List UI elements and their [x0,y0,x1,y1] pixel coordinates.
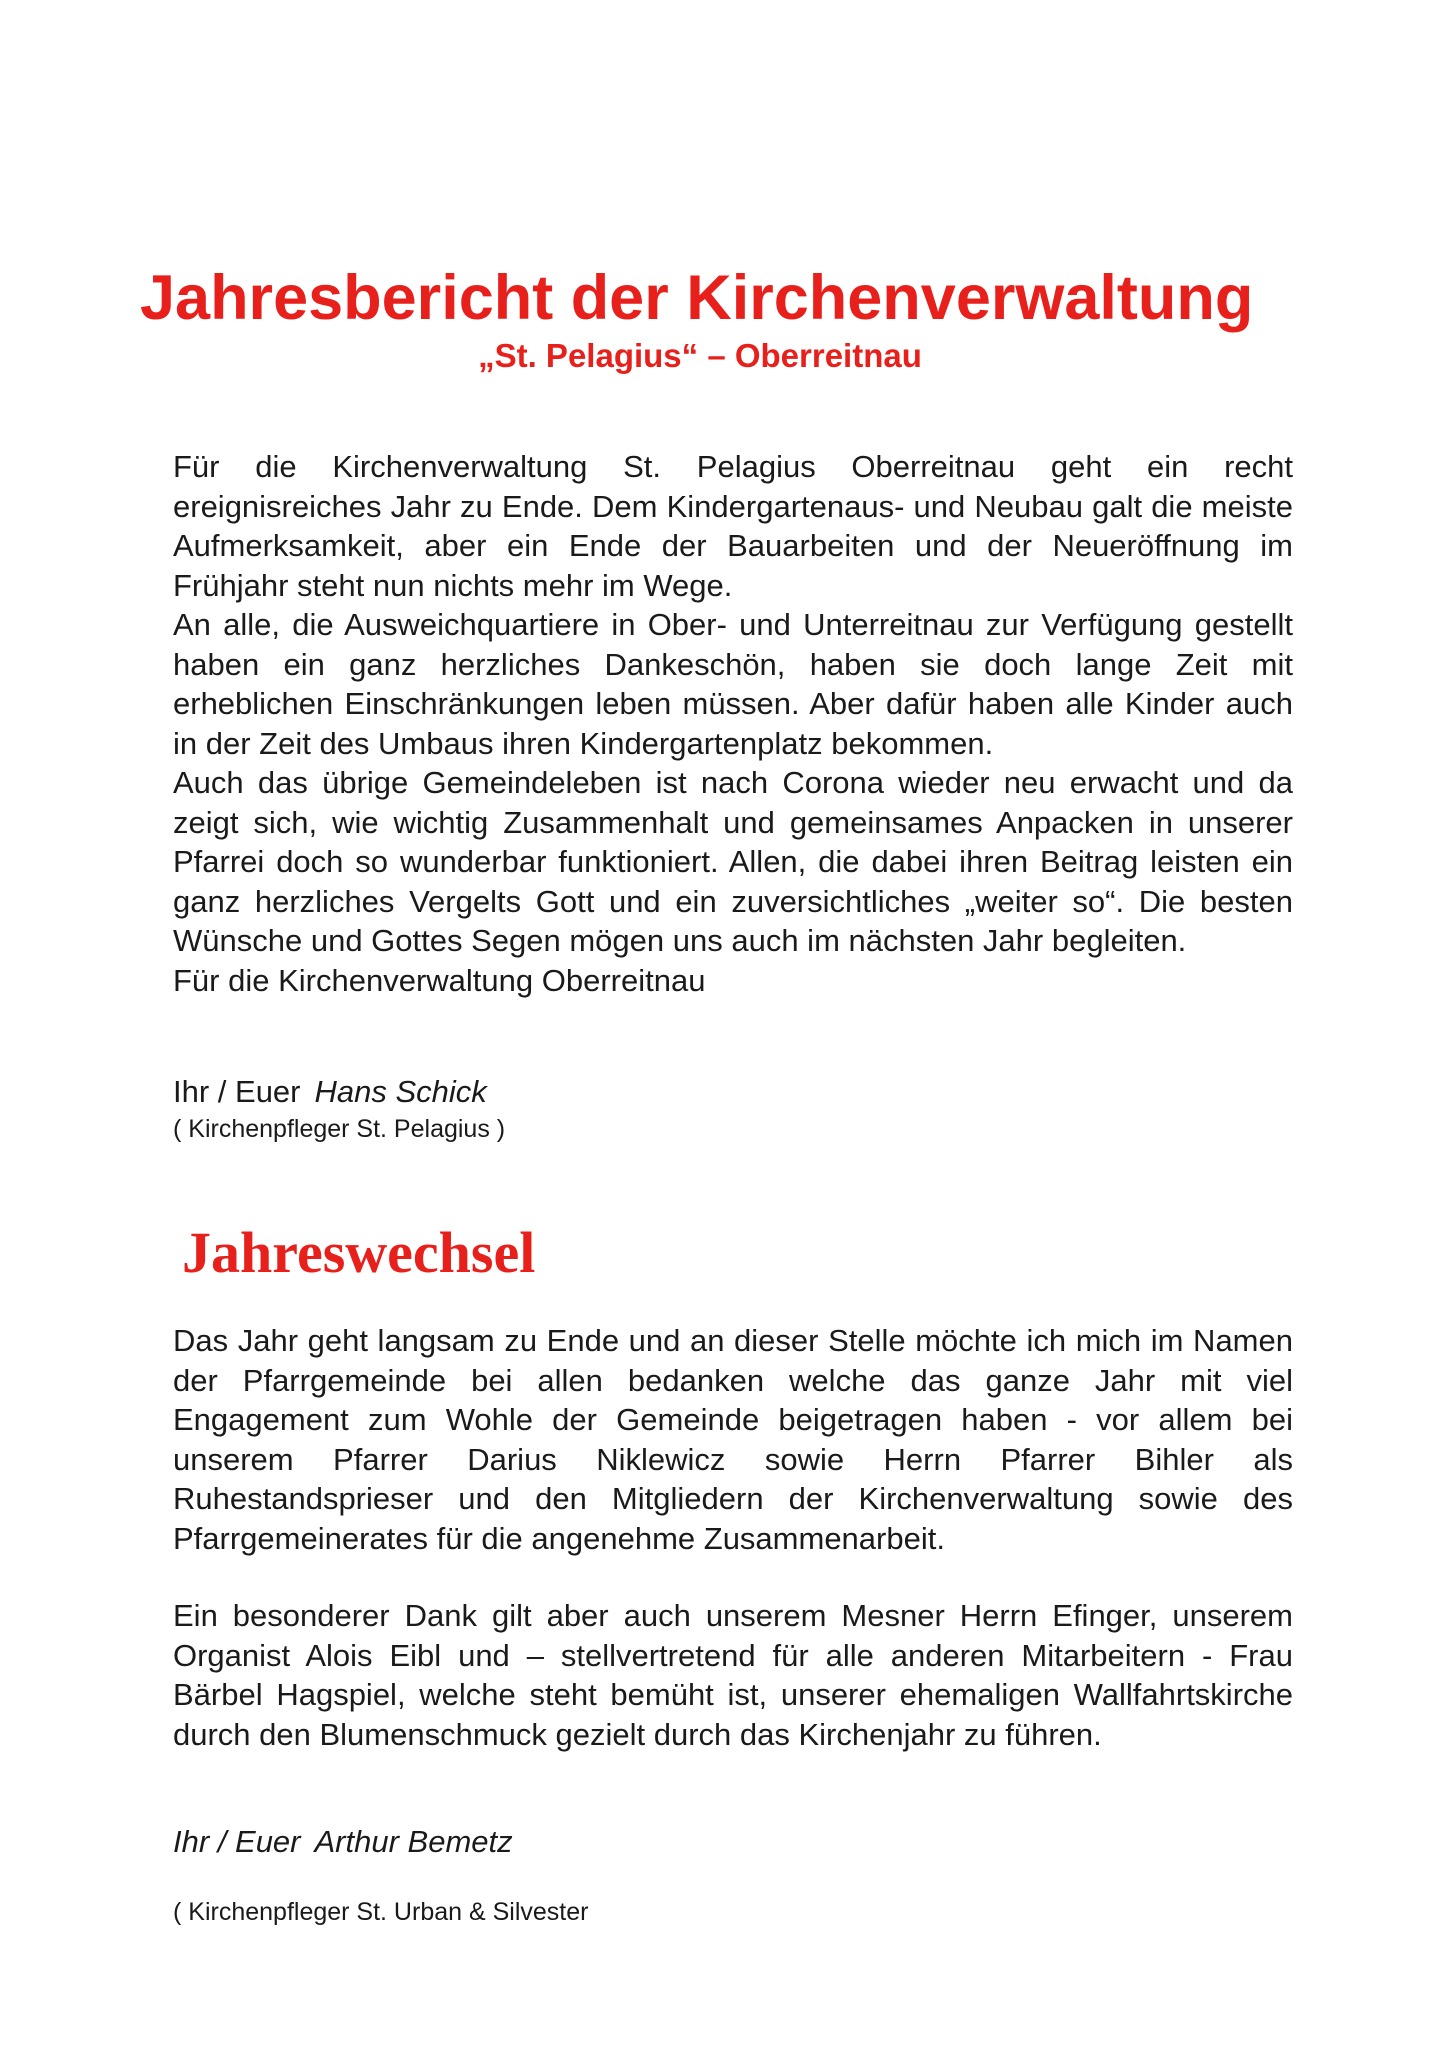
report-signature-prefix: Ihr / Euer [173,1074,301,1109]
report-paragraph-2: An alle, die Ausweichquartiere in Ober- und Unterreitnau zur Verfügung gestellt haben ein ganz herzliches Dankeschön, haben sie doch lange Zeit mit erheblichen Einschränkungen leben müssen. Aber dafür haben alle Kinder auch in der Zeit des Umbaus ihren Kindergartenplatz bekommen. [173,607,1293,761]
new-year-body [173,1321,1293,1558]
report-signature-name: Hans Schick [314,1074,487,1109]
report-body [173,447,1293,1000]
report-paragraph-3: Auch das übrige Gemeindeleben ist nach Corona wieder neu erwacht und da zeigt sich, wie wichtig Zusammenhalt und gemeinsames Anpacken in unserer Pfarrei doch so wunderbar funktioniert. Allen, die dabei ihren Beitrag leisten ein ganz herzliches Vergelts Gott und ein zuversichtliches „weiter so“. Die besten Wünsche und Gottes Segen mögen uns auch im nächsten Jahr begleiten. [173,765,1293,958]
new-year-signature-prefix: Ihr / Euer [173,1824,301,1859]
new-year-signature-role: ( Kirchenpfleger St. Urban & Silvester [173,1898,589,1926]
report-paragraph-1: Für die Kirchenverwaltung St. Pelagius Oberreitnau geht ein recht ereignisreiches Jahr zu Ende. Dem Kindergartenaus- und Neubau galt die meiste Aufmerksamkeit, aber ein Ende der Bauarbeiten und der Neueröffnung im Frühjahr steht nun nichts mehr im Wege. [173,449,1293,603]
report-subtitle: „St. Pelagius“ – Oberreitnau [478,337,922,374]
new-year-signature [173,1822,513,1862]
report-closing: Für die Kirchenverwaltung Oberreitnau [173,962,706,998]
report-signature [173,1072,487,1112]
report-title: Jahresbericht der Kirchenverwaltung [140,263,1254,333]
new-year-body-2 [173,1596,1293,1754]
new-year-paragraph-2: Ein besonderer Dank gilt aber auch unserem Mesner Herrn Efinger, unserem Organist Alois Eibl und – stellvertretend für alle anderen Mitarbeitern - Frau Bärbel Hagspiel, welche steht bemüht ist, unserer ehemaligen Wallfahrtskirche durch den Blumenschmuck gezielt durch das Kirchenjahr zu führen. [173,1598,1293,1752]
new-year-heading: Jahreswechsel [182,1220,536,1285]
report-signature-role: ( Kirchenpfleger St. Pelagius ) [173,1115,506,1143]
new-year-paragraph-1: Das Jahr geht langsam zu Ende und an dieser Stelle möchte ich mich im Namen der Pfarrgemeinde bei allen bedanken welche das ganze Jahr mit viel Engagement zum Wohle der Gemeinde beigetragen haben - vor allem bei unserem Pfarrer Darius Niklewicz sowie Herrn Pfarrer Bihler als Ruhestandsprieser und den Mitgliedern der Kirchenverwaltung sowie des Pfarrgemeinerates für die angenehme Zusammenarbeit. [173,1323,1293,1556]
new-year-signature-name: Arthur Bemetz [314,1824,513,1859]
